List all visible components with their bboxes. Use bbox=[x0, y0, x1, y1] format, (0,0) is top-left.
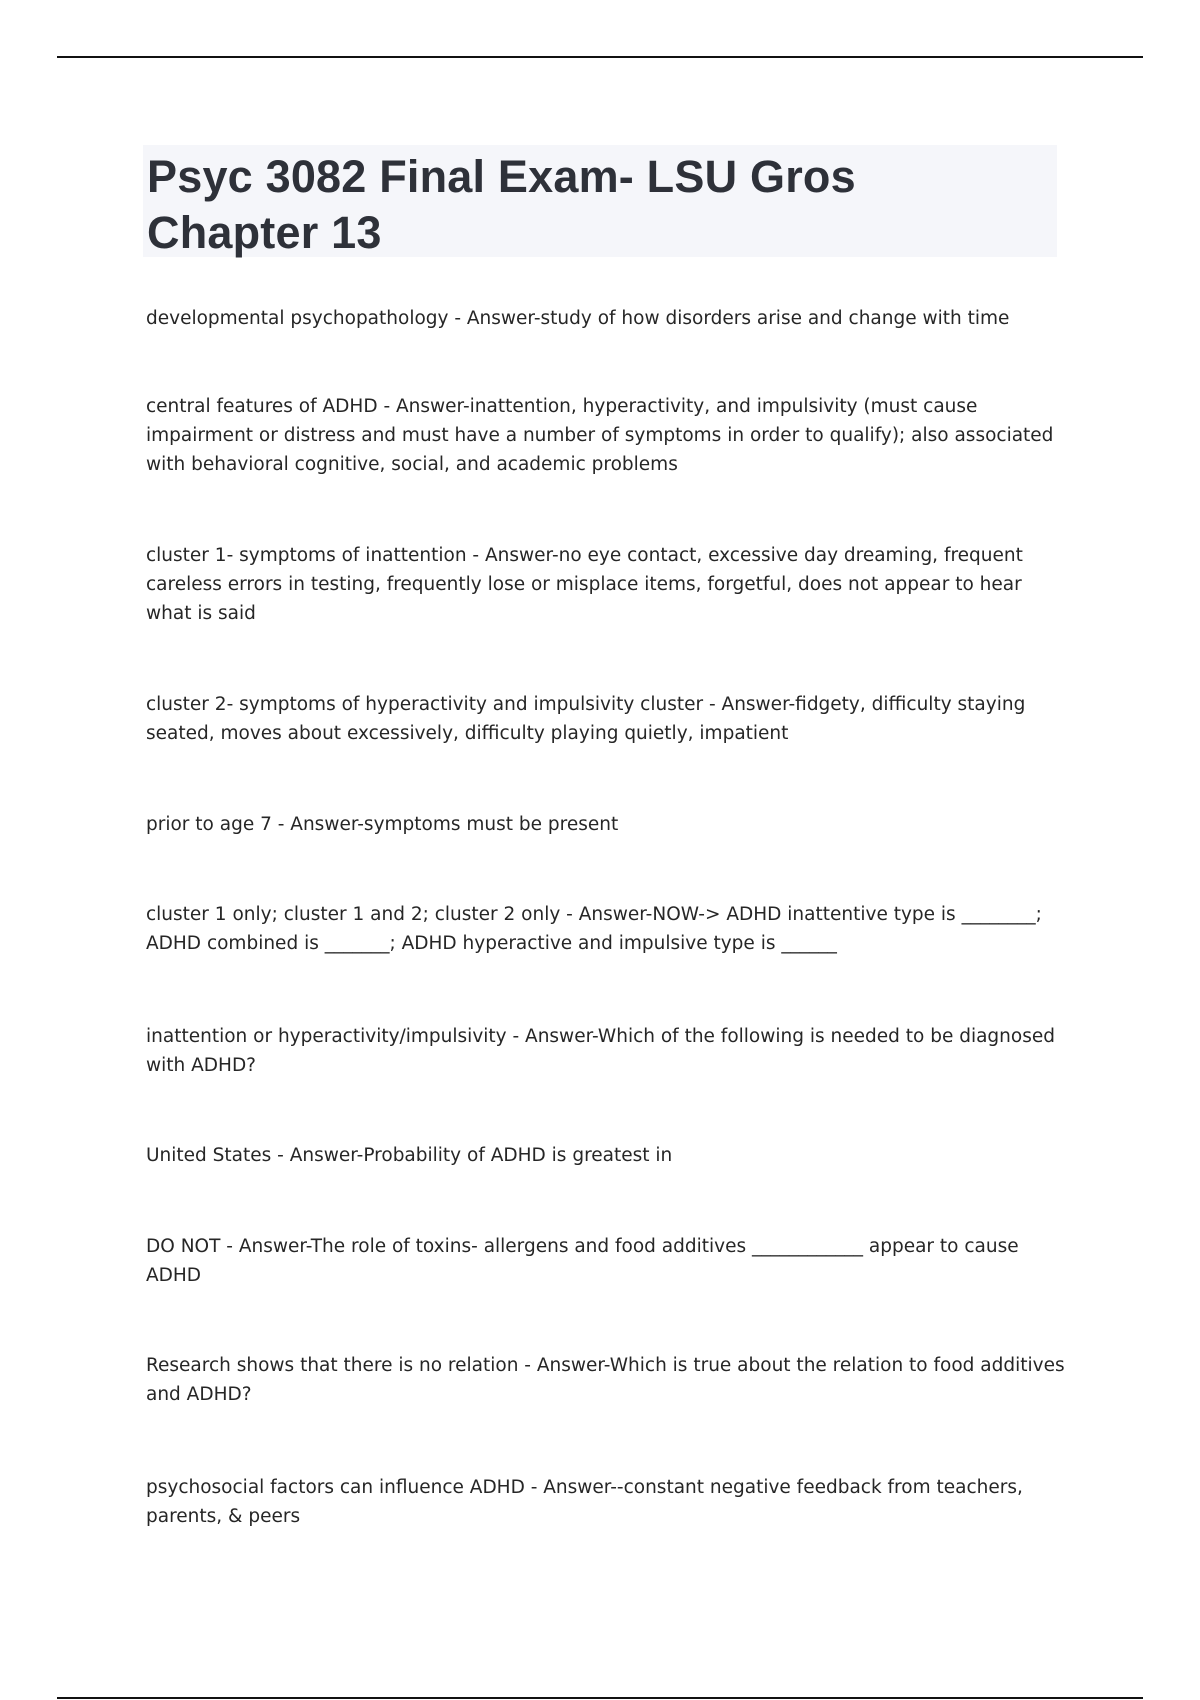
qa-item-cluster-2: cluster 2- symptoms of hyperactivity and impulsivity cluster - Answer-fidgety, difficulty staying seated, moves about excessively, difficulty playing quietly, impatient bbox=[146, 694, 1026, 744]
page-title-line-2: Chapter 13 bbox=[147, 207, 382, 258]
qa-item-psychosocial-factors: psychosocial factors can influence ADHD - Answer--constant negative feedback from teachers, parents, & peers bbox=[146, 1477, 1023, 1527]
page-title-line-1: Psyc 3082 Final Exam- LSU Gros bbox=[147, 151, 856, 202]
qa-item-diagnosis-requirement: inattention or hyperactivity/impulsivity - Answer-Which of the following is needed to be diagnosed with ADHD? bbox=[146, 1026, 1055, 1076]
top-rule bbox=[57, 56, 1143, 58]
qa-item-do-not: DO NOT - Answer-The role of toxins- allergens and food additives ____________ appear to cause ADHD bbox=[146, 1236, 1019, 1286]
qa-item-developmental-psychopathology: developmental psychopathology - Answer-study of how disorders arise and change with time bbox=[146, 308, 1010, 329]
qa-item-united-states: United States - Answer-Probability of ADHD is greatest in bbox=[146, 1145, 673, 1166]
qa-item-food-additives: Research shows that there is no relation - Answer-Which is true about the relation to food additives and ADHD? bbox=[146, 1355, 1065, 1405]
qa-item-cluster-1: cluster 1- symptoms of inattention - Answer-no eye contact, excessive day dreaming, frequent careless errors in testing, frequently lose or misplace items, forgetful, does not appear to hear what is said bbox=[146, 545, 1023, 624]
qa-item-prior-to-age-7: prior to age 7 - Answer-symptoms must be present bbox=[146, 814, 619, 835]
page-title bbox=[143, 145, 1057, 257]
qa-item-central-features-adhd: central features of ADHD - Answer-inattention, hyperactivity, and impulsivity (must cause impairment or distress and must have a number of symptoms in order to qualify); also associated with behavioral cognitive, social, and academic problems bbox=[146, 396, 1054, 475]
bottom-rule bbox=[57, 1697, 1143, 1699]
qa-item-adhd-types: cluster 1 only; cluster 1 and 2; cluster 2 only - Answer-NOW-> ADHD inattentive type is ________; ADHD combined is _______; ADHD hyperactive and impulsive type is ______ bbox=[146, 904, 1042, 954]
